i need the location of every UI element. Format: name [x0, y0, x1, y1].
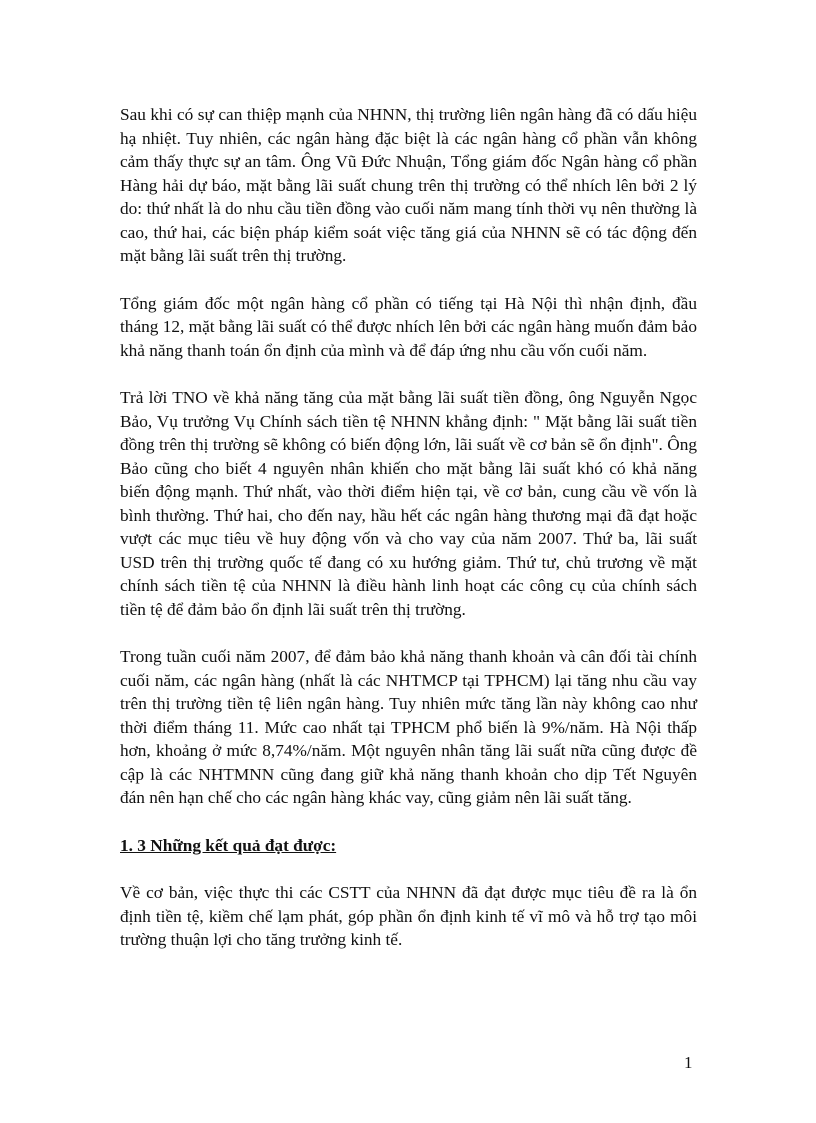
section-heading: 1. 3 Những kết quả đạt được:	[120, 835, 337, 855]
page-number: 1	[684, 1053, 693, 1072]
paragraph-hanoi-bank-forecast: Tổng giám đốc một ngân hàng cổ phần có tiếng tại Hà Nội thì nhận định, đầu tháng 12, mặt bằng lãi suất có thể được nhích lên bởi các ngân hàng muốn đảm bảo khả năng thanh toán ổn định của mình và để đáp ứng nhu cầu vốn cuối năm.	[120, 293, 697, 360]
paragraph-nhnn-intervention: Sau khi có sự can thiệp mạnh của NHNN, thị trường liên ngân hàng đã có dấu hiệu hạ nhiệt. Tuy nhiên, các ngân hàng đặc biệt là các ngân hàng cổ phần vẫn không cảm thấy thực sự an tâm. Ông Vũ Đức Nhuận, Tổng giám đốc Ngân hàng cổ phần Hàng hải dự báo, mặt bằng lãi suất chung trên thị trường có thể nhích lên bởi 2 lý do: thứ nhất là do nhu cầu tiền đồng vào cuối năm mang tính thời vụ nên thường là cao, thứ hai, các biện pháp kiểm soát việc tăng giá của NHNN sẽ có tác động đến mặt bằng lãi suất trên thị trường.	[120, 105, 697, 265]
document-page	[120, 103, 697, 976]
paragraph-results: Về cơ bản, việc thực thi các CSTT của NHNN đã đạt được mục tiêu đề ra là ổn định tiền tệ, kiềm chế lạm phát, góp phần ổn định kinh tế vĩ mô và hỗ trợ tạo môi trường thuận lợi cho tăng trưởng kinh tế.	[120, 883, 697, 949]
paragraph-year-end-2007: Trong tuần cuối năm 2007, để đảm bảo khả năng thanh khoản và cân đối tài chính cuối năm, các ngân hàng (nhất là các NHTMCP tại TPHCM) lại tăng nhu cầu vay trên thị trường tiền tệ liên ngân hàng. Tuy nhiên mức tăng lần này không cao như thời điểm tháng 11. Mức cao nhất tại TPHCM phổ biến là 9%/năm. Hà Nội thấp hơn, khoảng ở mức 8,74%/năm. Một nguyên nhân tăng lãi suất nữa cũng được đề cập là các NHTMNN cũng đang giữ khả năng thanh khoản cho dịp Tết Nguyên đán nên hạn chế cho các ngân hàng khác vay, cũng giảm nên lãi suất tăng.	[120, 647, 697, 807]
paragraph-tno-interview: Trả lời TNO về khả năng tăng của mặt bằng lãi suất tiền đồng, ông Nguyễn Ngọc Bảo, Vụ trưởng Vụ Chính sách tiền tệ NHNN khẳng định: " Mặt bằng lãi suất tiền đồng trên thị trường sẽ không có biến động lớn, lãi suất về cơ bản sẽ ổn định". Ông Bảo cũng cho biết 4 nguyên nhân khiến cho mặt bằng lãi suất khó có khả năng biến động mạnh. Thứ nhất, vào thời điểm hiện tại, về cơ bản, cung cầu về vốn là bình thường. Thứ hai, cho đến nay, hầu hết các ngân hàng thương mại đã đạt hoặc vượt các mục tiêu về huy động vốn và cho vay của năm 2007. Thứ ba, lãi suất USD trên thị trường quốc tế đang có xu hướng giảm. Thứ tư, chủ trương về mặt chính sách tiền tệ của NHNN là điều hành linh hoạt các công cụ của chính sách tiền tệ để đảm bảo ổn định lãi suất trên thị trường.	[120, 388, 697, 619]
